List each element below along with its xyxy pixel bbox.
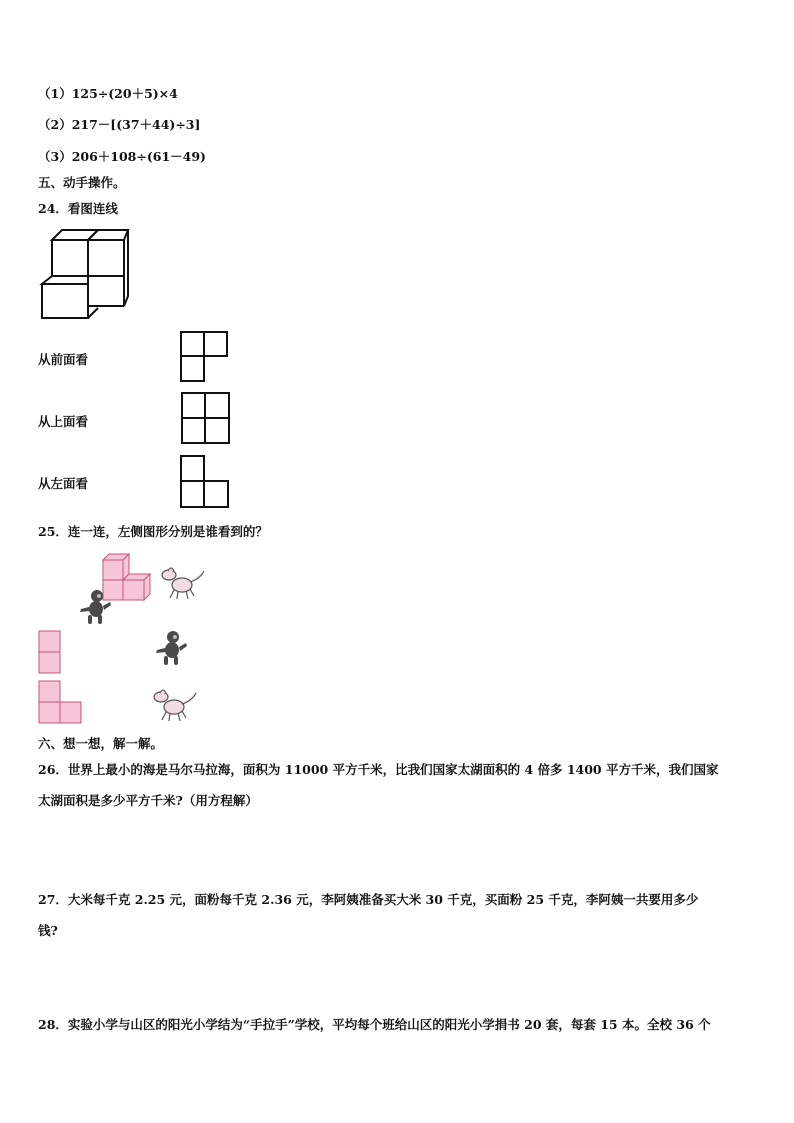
question-28-line-1: 28．实验小学与山区的阳光小学结为“手拉手”学校，平均每个班给山区的阳光小学捐书 20 套，每套 15 本。全校 36 个	[38, 1017, 711, 1032]
front-view-figure	[179, 330, 229, 384]
view-label-top: 从上面看	[38, 414, 89, 429]
section-6-heading: 六、想一想，解一解。	[38, 736, 164, 751]
section-5-heading: 五、动手操作。	[38, 175, 126, 190]
question-26-line-1: 26．世界上最小的海是马尔马拉海，面积为 11000 平方千米，比我们国家太湖面积的 4 倍多 1400 平方千米，我们国家	[38, 762, 719, 777]
monkey-icon	[76, 587, 114, 627]
cube-stack-figure	[38, 224, 130, 320]
question-24-title: 24．看图连线	[38, 201, 118, 216]
pink-l-shape-view	[38, 680, 84, 724]
question-27-line-1: 27．大米每千克 2.25 元，面粉每千克 2.36 元，李阿姨准备买大米 30 千克，买面粉 25 千克，李阿姨一共要用多少	[38, 892, 699, 907]
question-27-line-2: 钱?	[38, 923, 58, 938]
view-label-left: 从左面看	[38, 476, 89, 491]
pink-two-stack-view	[38, 630, 62, 674]
question-26-line-2: 太湖面积是多少平方千米?（用方程解）	[38, 793, 258, 808]
view-label-front: 从前面看	[38, 352, 89, 367]
calc-item-2: （2）217－[(37＋44)÷3]	[38, 117, 201, 132]
dog-icon	[160, 563, 208, 601]
calc-item-3: （3）206＋108÷(61－49)	[38, 149, 206, 164]
top-view-figure	[180, 391, 231, 445]
dog-option-icon	[152, 685, 200, 723]
calc-item-1: （1）125÷(20＋5)×4	[38, 86, 178, 101]
monkey-option-icon	[152, 628, 190, 668]
question-25-title: 25．连一连，左侧图形分别是谁看到的？	[38, 524, 268, 539]
left-view-figure	[179, 454, 230, 509]
